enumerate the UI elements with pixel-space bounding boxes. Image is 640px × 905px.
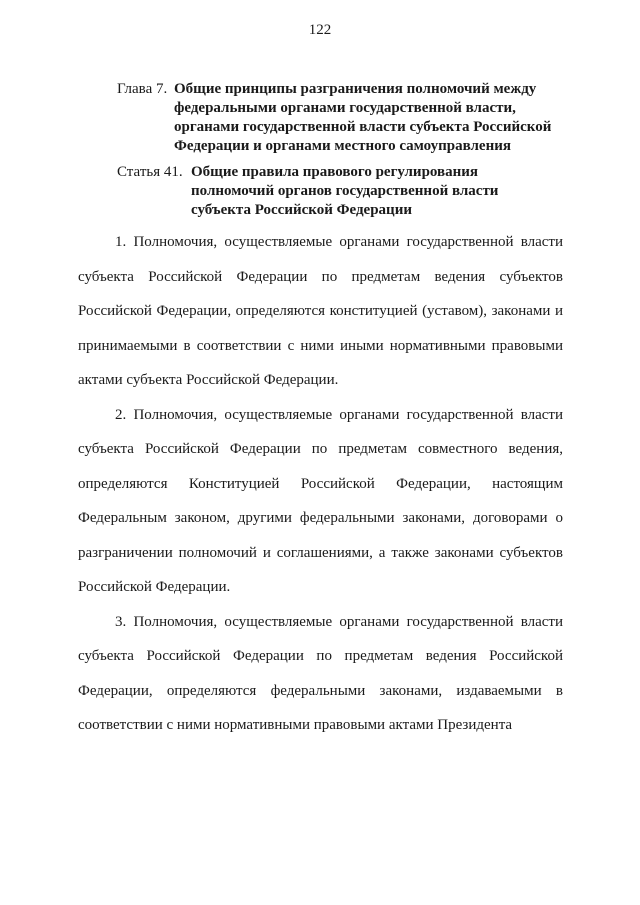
article-heading bbox=[117, 163, 498, 220]
paragraph-2: 2. Полномочия, осуществляемые органами государственной власти субъекта Российской Федерации по предметам совместного ведения, определяются Конституцией Российской Федерации, настоящим Федеральным законом, другими федеральными законами, договорами о разграничении полномочий и соглашениями, а также законами субъектов Российской Федерации. bbox=[78, 406, 563, 595]
paragraph-3: 3. Полномочия, осуществляемые органами государственной власти субъекта Российской Федерации по предметам ведения Российской Федерации, определяются федеральными законами, издаваемыми в соответствии с ними нормативными правовыми актами Президента bbox=[78, 613, 563, 733]
chapter-label: Глава 7. bbox=[117, 81, 168, 97]
article-label: Статья 41. bbox=[117, 164, 183, 180]
article-title-line: полномочий органов государственной власти bbox=[191, 183, 499, 199]
paragraph-1: 1. Полномочия, осуществляемые органами государственной власти субъекта Российской Федерации по предметам ведения субъектов Российской Федерации, определяются конституцией (уставом), законами и принимаемыми в соответствии с ними иными нормативными правовыми актами субъекта Российской Федерации. bbox=[78, 234, 563, 388]
page-number: 122 bbox=[308, 22, 332, 38]
chapter-title-line: органами государственной власти субъекта Российской bbox=[174, 119, 552, 135]
chapter-title-line: Федерации и органами местного самоуправления bbox=[174, 138, 511, 154]
chapter-title-line: Общие принципы разграничения полномочий между bbox=[174, 81, 537, 97]
article-title-line: субъекта Российской Федерации bbox=[191, 202, 412, 218]
article-body bbox=[78, 225, 563, 743]
chapter-heading bbox=[117, 80, 551, 156]
chapter-title-line: федеральными органами государственной власти, bbox=[174, 100, 516, 116]
article-title-line: Общие правила правового регулирования bbox=[191, 164, 479, 180]
